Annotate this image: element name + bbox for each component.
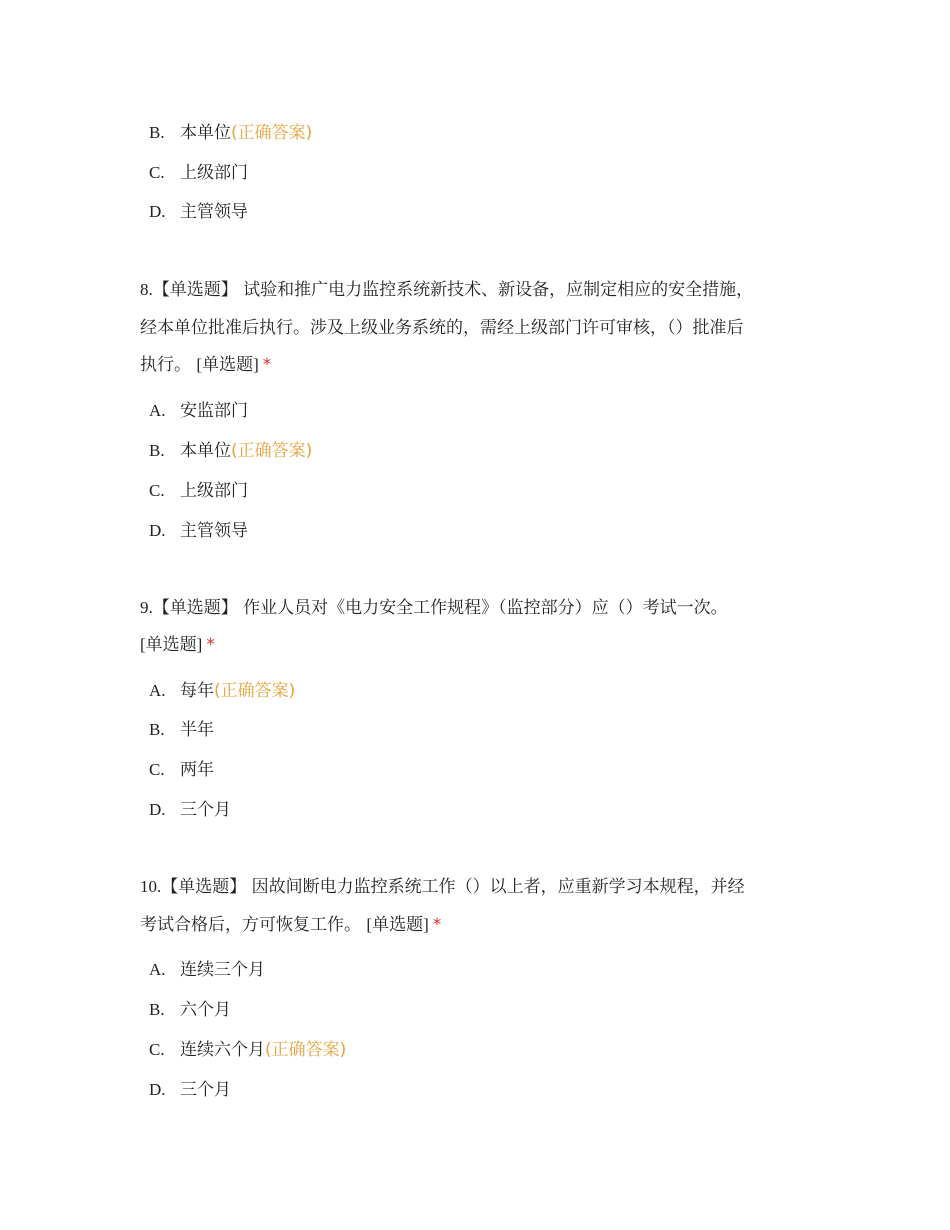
question-8-line-3 <box>140 354 271 376</box>
question-9-option-a[interactable] <box>149 680 295 702</box>
option-text: 每年 <box>180 681 214 701</box>
option-prev-b[interactable] <box>149 122 312 144</box>
question-tag: [单选题] <box>196 355 259 374</box>
option-text: 上级部门 <box>180 481 248 501</box>
option-text: 本单位 <box>180 123 231 143</box>
required-mark: * <box>206 635 215 655</box>
option-text: 安监部门 <box>180 401 248 421</box>
option-text: 三个月 <box>180 800 231 820</box>
question-8-option-a[interactable] <box>149 400 248 422</box>
required-mark: * <box>262 355 272 375</box>
option-letter: B. <box>149 123 165 142</box>
question-10-option-c[interactable] <box>149 1039 346 1061</box>
question-8-option-b[interactable] <box>149 440 312 462</box>
question-type: 【单选题】 <box>161 877 247 897</box>
option-text: 半年 <box>180 720 214 740</box>
question-number: 10. <box>140 877 162 896</box>
question-tag: [单选题] <box>140 635 203 654</box>
option-letter: C. <box>149 760 165 779</box>
question-number: 9. <box>140 598 153 617</box>
question-8-option-c[interactable] <box>149 480 248 502</box>
option-letter: D. <box>149 800 166 819</box>
option-letter: B. <box>149 720 165 739</box>
option-text: 本单位 <box>180 441 231 461</box>
option-text: 连续三个月 <box>180 960 265 980</box>
question-9-line-2 <box>140 634 215 656</box>
question-10-option-d[interactable] <box>149 1079 231 1101</box>
correct-answer-label: (正确答案) <box>231 123 313 143</box>
option-letter: D. <box>149 202 166 221</box>
correct-answer-label: (正确答案) <box>265 1040 347 1060</box>
question-8-line-2 <box>140 317 744 339</box>
option-prev-d[interactable] <box>149 201 248 223</box>
question-10-option-b[interactable] <box>149 999 231 1021</box>
option-letter: C. <box>149 481 165 500</box>
option-text: 连续六个月 <box>180 1040 265 1060</box>
option-letter: D. <box>149 1080 166 1099</box>
option-letter: C. <box>149 163 165 182</box>
question-8-line-1 <box>140 279 753 301</box>
option-letter: D. <box>149 521 166 540</box>
question-10-line-1 <box>140 876 745 898</box>
option-text: 上级部门 <box>180 163 248 183</box>
question-9-line-1 <box>140 597 728 619</box>
question-text: 考试合格后，方可恢复工作。 <box>140 915 361 935</box>
question-text: 试验和推广电力监控系统新技术、新设备，应制定相应的安全措施， <box>243 280 754 300</box>
question-text: 执行。 <box>140 355 191 375</box>
question-10-line-2 <box>140 914 441 936</box>
required-mark: * <box>432 915 442 935</box>
correct-answer-label: (正确答案) <box>231 441 313 461</box>
question-text: 经本单位批准后执行。涉及上级业务系统的，需经上级部门许可审核，（）批准后 <box>140 318 744 338</box>
option-text: 两年 <box>180 760 214 780</box>
option-text: 六个月 <box>180 1000 231 1020</box>
option-letter: C. <box>149 1040 165 1059</box>
option-text: 主管领导 <box>180 521 248 541</box>
question-type: 【单选题】 <box>152 598 238 618</box>
question-text: 因故间断电力监控系统工作（）以上者，应重新学习本规程，并经 <box>251 877 745 897</box>
option-letter: A. <box>149 681 166 700</box>
question-10-option-a[interactable] <box>149 959 265 981</box>
option-letter: B. <box>149 1000 165 1019</box>
option-letter: A. <box>149 960 166 979</box>
question-9-option-b[interactable] <box>149 719 214 741</box>
correct-answer-label: (正确答案) <box>214 681 296 701</box>
question-9-option-d[interactable] <box>149 799 231 821</box>
question-9-option-c[interactable] <box>149 759 214 781</box>
question-tag: [单选题] <box>366 915 429 934</box>
question-type: 【单选题】 <box>152 280 238 300</box>
option-letter: B. <box>149 441 165 460</box>
option-text: 主管领导 <box>180 202 248 222</box>
option-letter: A. <box>149 401 166 420</box>
option-prev-c[interactable] <box>149 162 248 184</box>
question-number: 8. <box>140 280 153 299</box>
question-text: 作业人员对《电力安全工作规程》（监控部分）应（）考试一次。 <box>243 598 728 618</box>
option-text: 三个月 <box>180 1080 231 1100</box>
question-8-option-d[interactable] <box>149 520 248 542</box>
